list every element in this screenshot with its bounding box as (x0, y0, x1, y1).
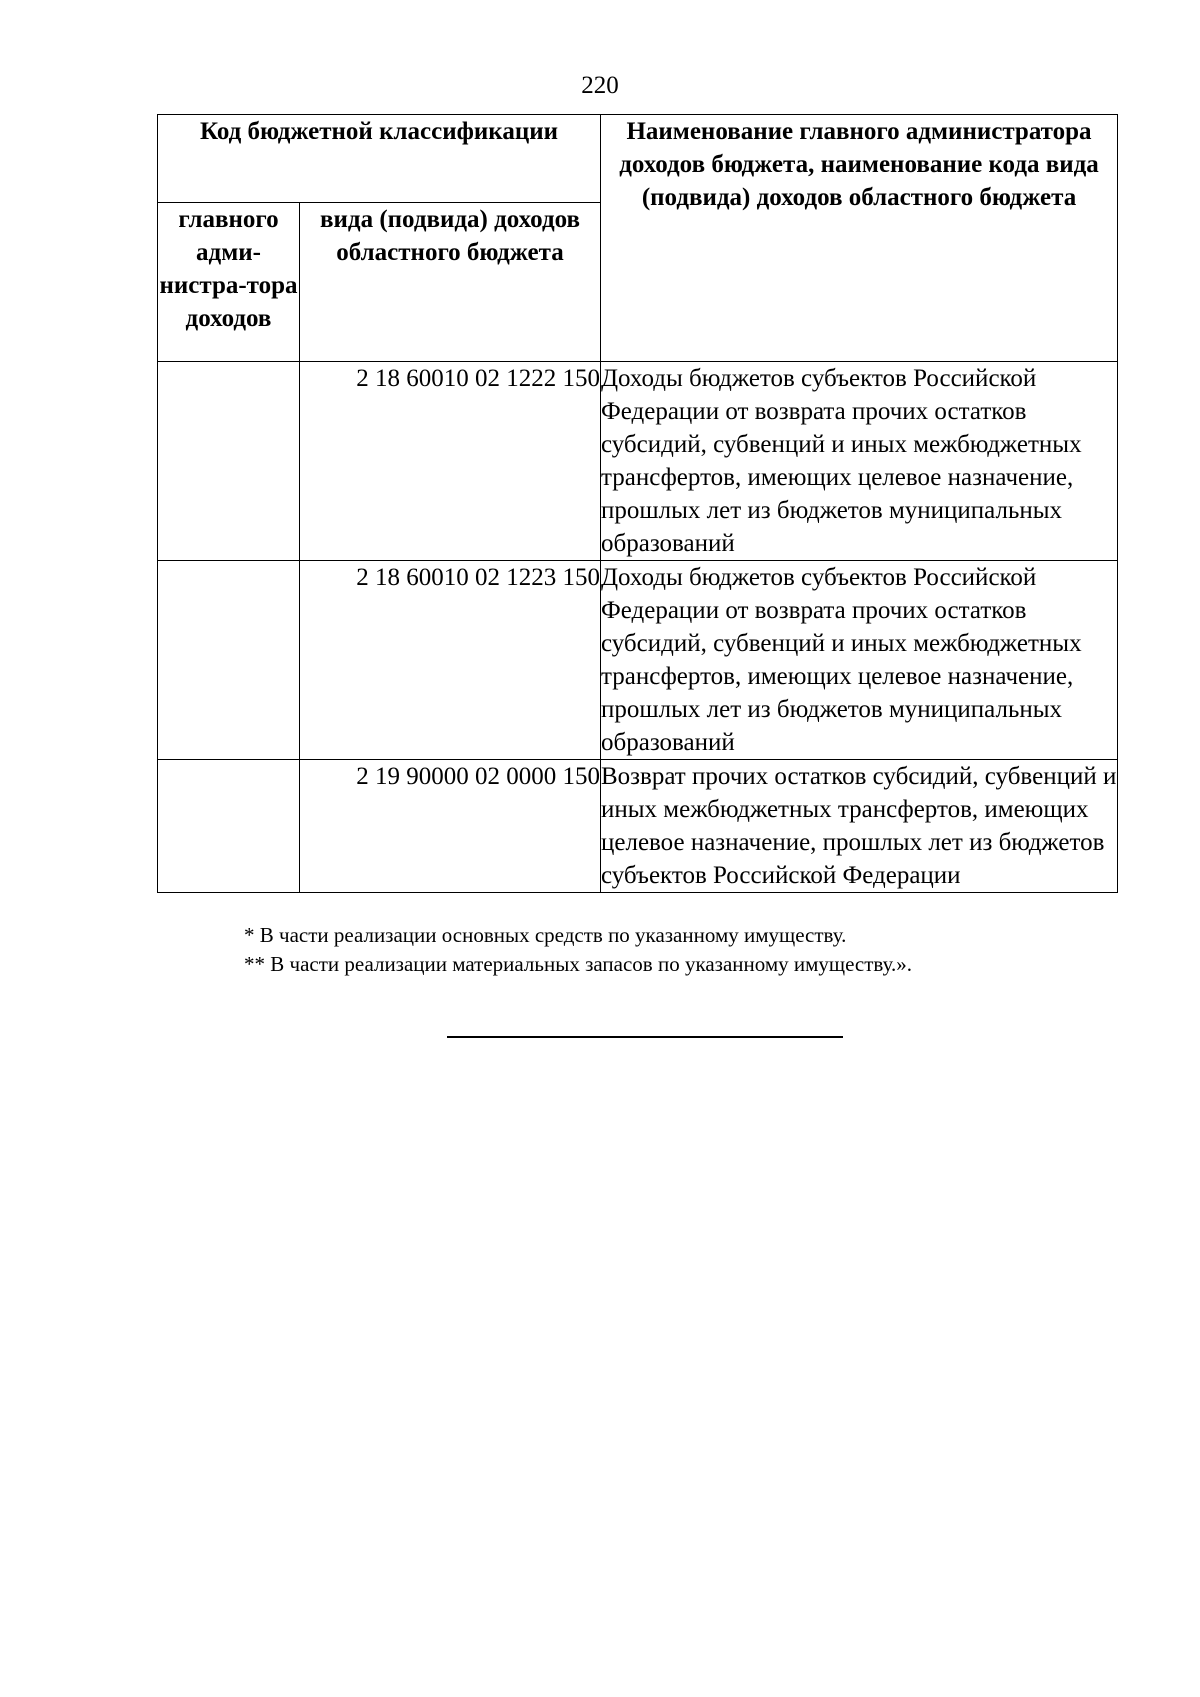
footnote: * В части реализации основных средств по указанному имуществу. (244, 923, 847, 947)
name-cell: Возврат прочих остатков субсидий, субвенций и иных межбюджетных трансфертов, имеющих целевое назначение, прошлых лет из бюджетов субъектов Российской Федерации (601, 760, 1118, 893)
footnote: ** В части реализации материальных запасов по указанному имуществу.». (244, 952, 913, 976)
header-admin-label: главного адми-нистра-тора доходов (159, 206, 298, 332)
admin-cell (158, 561, 300, 760)
table-row (158, 561, 1118, 760)
header-name (601, 115, 1118, 362)
header-name-label: Наименование главного администратора доходов бюджета, наименование кода вида (подвида) доходов областного бюджета (619, 118, 1099, 211)
table-row (158, 760, 1118, 893)
admin-cell (158, 760, 300, 893)
code-cell: 2 18 60010 02 1223 150 (300, 561, 601, 760)
end-rule (447, 1036, 843, 1038)
header-kbk-label: Код бюджетной классификации (199, 118, 559, 145)
name-cell: Доходы бюджетов субъектов Российской Федерации от возврата прочих остатков субсидий, субвенций и иных межбюджетных трансфертов, имеющих целевое назначение, прошлых лет из бюджетов муниципальных образований (601, 362, 1118, 561)
header-code-label: вида (подвида) доходов областного бюджета (320, 206, 580, 266)
page-number: 220 (581, 72, 619, 99)
code-cell: 2 18 60010 02 1222 150 (300, 362, 601, 561)
code-cell: 2 19 90000 02 0000 150 (300, 760, 601, 893)
budget-classification-table (157, 114, 1118, 893)
footnotes (244, 921, 912, 979)
header-admin (158, 203, 300, 362)
name-cell: Доходы бюджетов субъектов Российской Федерации от возврата прочих остатков субсидий, субвенций и иных межбюджетных трансфертов, имеющих целевое назначение, прошлых лет из бюджетов муниципальных образований (601, 561, 1118, 760)
table-row (158, 362, 1118, 561)
admin-cell (158, 362, 300, 561)
header-kbk (158, 115, 601, 203)
header-code (300, 203, 601, 362)
